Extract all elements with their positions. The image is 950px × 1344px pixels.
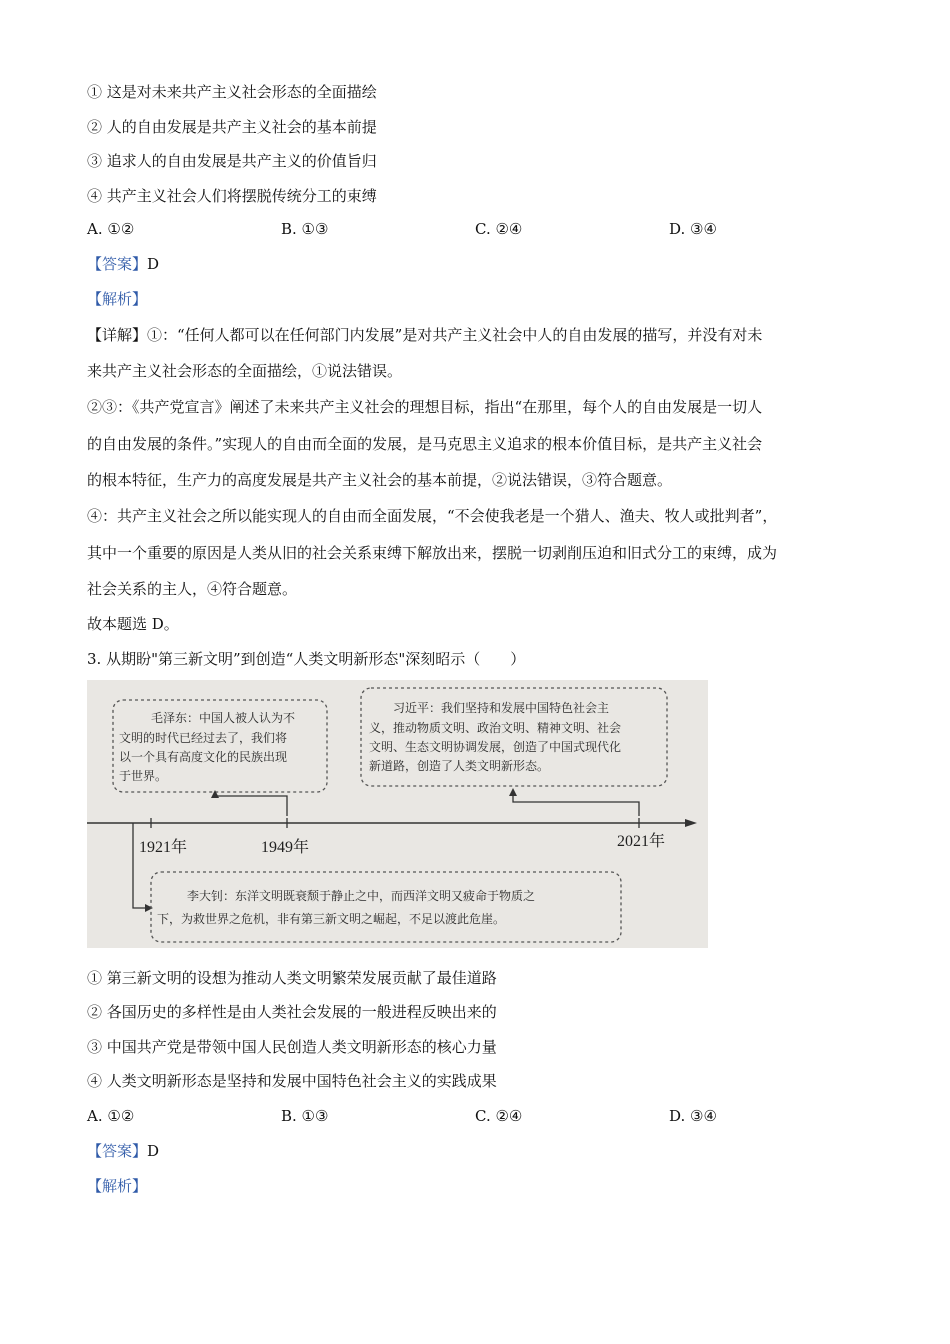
- xi-line-3: 文明、生态文明协调发展，创造了中国式现代化: [369, 740, 622, 754]
- q3-choice-b: B. ①③: [281, 1107, 329, 1125]
- answer-value: D: [147, 1142, 160, 1160]
- q2-detail-line-6: ④：共产主义社会之所以能实现人的自由而全面发展，“不会使我老是一个猎人、渔夫、牧人或批判者”，: [87, 507, 778, 525]
- q2-detail-line-3: ②③：《共产党宣言》阐述了未来共产主义社会的理想目标，指出“在那里，每个人的自由发展是一切人: [87, 398, 763, 416]
- q2-option-1: ① 这是对未来共产主义社会形态的全面描绘: [87, 83, 377, 101]
- q2-choices: [87, 219, 867, 239]
- xi-line-1: 习近平：我们坚持和发展中国特色社会主: [393, 701, 610, 715]
- q3-choice-d: D. ③④: [669, 1107, 717, 1125]
- mao-line-4: 于世界。: [119, 769, 168, 783]
- mao-line-1: 毛泽东：中国人被人认为不: [151, 711, 296, 725]
- q3-choice-c: C. ②④: [475, 1107, 523, 1125]
- q2-detail-line-1: [87, 325, 762, 345]
- mao-line-3: 以一个具有高度文化的民族出现: [119, 750, 288, 764]
- q2-option-2: ② 人的自由发展是共产主义社会的基本前提: [87, 118, 377, 136]
- xi-line-4: 新道路，创造了人类文明新形态。: [369, 759, 550, 773]
- q2-answer: [87, 254, 159, 274]
- q2-option-4: ④ 共产主义社会人们将摆脱传统分工的束缚: [87, 187, 377, 205]
- arrowhead-1921: [145, 904, 153, 912]
- q2-conclusion: 故本题选 D。: [87, 615, 179, 633]
- q3-analysis-tag: 【解析】: [87, 1177, 148, 1195]
- arrowhead-1949: [211, 790, 219, 798]
- connector-2021: [513, 790, 639, 816]
- connector-1949: [215, 792, 287, 816]
- q2-option-3: ③ 追求人的自由发展是共产主义的价值旨归: [87, 152, 377, 170]
- q3-option-1: ① 第三新文明的设想为推动人类文明繁荣发展贡献了最佳道路: [87, 969, 497, 987]
- q3-answer: [87, 1141, 159, 1161]
- q2-detail-line-5: 的根本特征，生产力的高度发展是共产主义社会的基本前提，②说法错误，③符合题意。: [87, 471, 673, 489]
- timeline-diagram: [87, 680, 708, 948]
- answer-value: D: [147, 255, 160, 273]
- q3-option-3: ③ 中国共产党是带领中国人民创造人类文明新形态的核心力量: [87, 1038, 497, 1056]
- year-1921: 1921年: [139, 839, 188, 856]
- answer-tag: 【答案】: [87, 255, 148, 273]
- q2-choice-b: B. ①③: [281, 220, 329, 238]
- q2-detail-line-4: 的自由发展的条件。”实现人的自由而全面的发展，是马克思主义追求的根本价值目标，是共产主义社会: [87, 435, 763, 453]
- year-1949: 1949年: [261, 839, 310, 856]
- li-quote-box: [151, 872, 621, 942]
- q3-option-4: ④ 人类文明新形态是坚持和发展中国特色社会主义的实践成果: [87, 1072, 497, 1090]
- li-line-2: 下，为救世界之危机，非有第三新文明之崛起，不足以渡此危崖。: [157, 912, 506, 926]
- xi-line-2: 义，推动物质文明、政治文明、精神文明、社会: [369, 721, 622, 735]
- q2-analysis-tag: 【解析】: [87, 290, 148, 308]
- connector-1921: [133, 823, 147, 908]
- timeline-arrowhead: [685, 819, 697, 827]
- answer-tag: 【答案】: [87, 1142, 148, 1160]
- detail-tag: 【详解】: [87, 326, 148, 344]
- q3-choice-a: A. ①②: [87, 1107, 135, 1125]
- q2-detail-line-2: 来共产主义社会形态的全面描绘，①说法错误。: [87, 362, 403, 380]
- mao-line-2: 文明的时代已经过去了，我们将: [119, 731, 288, 745]
- q2-detail-line-7: 其中一个重要的原因是人类从旧的社会关系束缚下解放出来，摆脱一切剥削压迫和旧式分工的束缚，成为: [87, 544, 778, 562]
- li-line-1: 李大钊：东洋文明既衰颓于静止之中，而西洋文明又疲命于物质之: [187, 889, 536, 903]
- q2-detail-line-8: 社会关系的主人，④符合题意。: [87, 580, 298, 598]
- q3-choices: [87, 1106, 867, 1126]
- q3-option-2: ② 各国历史的多样性是由人类社会发展的一般进程反映出来的: [87, 1003, 497, 1021]
- arrowhead-2021: [509, 788, 517, 796]
- detail-text: ①：“任何人都可以在任何部门内发展”是对共产主义社会中人的自由发展的描写，并没有对未: [147, 326, 763, 344]
- q2-choice-a: A. ①②: [87, 220, 135, 238]
- q3-stem: 3. 从期盼"第三新文明”到创造“人类文明新形态"深刻昭示（ ）: [87, 650, 526, 668]
- year-2021: 2021年: [617, 833, 666, 850]
- timeline-photo: [87, 680, 708, 948]
- q2-choice-c: C. ②④: [475, 220, 523, 238]
- q2-choice-d: D. ③④: [669, 220, 717, 238]
